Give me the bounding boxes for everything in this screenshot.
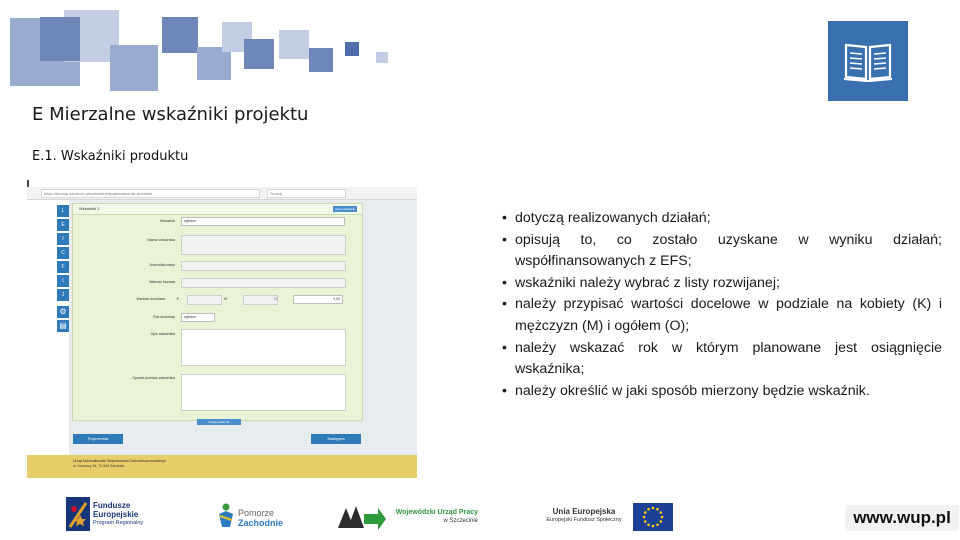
base-value-field[interactable] (181, 278, 346, 288)
panel-title: Wskaźnik 1 (79, 206, 100, 211)
target-k-field[interactable] (187, 295, 222, 305)
field-label: Wskaźnik (160, 219, 175, 223)
field-label: Rok docelowy (153, 315, 175, 319)
decor-square (244, 39, 274, 69)
open-book-icon (842, 39, 894, 83)
method-textarea[interactable] (181, 374, 346, 411)
field-label: Wartość bazowa (149, 280, 175, 284)
field-label: Opis wskaźnika (150, 332, 175, 336)
panel-header (73, 204, 362, 215)
logo-text: Program Regionalny (93, 520, 144, 526)
slide-title: E Mierzalne wskaźniki projektu (32, 104, 309, 125)
pomorze-figure-icon (216, 502, 236, 528)
decor-square (309, 48, 333, 72)
sidebar-item[interactable]: J (57, 289, 69, 301)
fe-star-icon (66, 497, 90, 531)
gear-icon[interactable]: ⚙ (57, 306, 69, 318)
wup-arrow-icon (338, 502, 386, 530)
field-label: Jednostka miary (149, 263, 175, 267)
browser-search[interactable]: Szukaj (267, 189, 346, 198)
footer-line: Urząd Marszałkowski Województwa Zachodniopomorskiego (73, 459, 166, 463)
sidebar-item[interactable]: L (57, 205, 69, 217)
year-select[interactable]: wybierz (181, 313, 215, 322)
decor-square (162, 17, 198, 53)
decor-square (110, 45, 158, 91)
logo-text: w Szczecinie (443, 518, 478, 524)
indicator-form-panel (72, 203, 363, 421)
requirements-list (500, 208, 942, 402)
sidebar-item[interactable]: I (57, 275, 69, 287)
field-label: M (224, 297, 227, 301)
pomorze-zachodnie-logo (216, 502, 284, 532)
fundusze-europejskie-logo (66, 497, 156, 533)
address-bar[interactable]: https://lsi.wup.szczecin.pl/wniosek/edycja/wskazniki-produktu (41, 189, 260, 198)
field-label: O (274, 297, 277, 301)
website-link[interactable]: www.wup.pl (845, 505, 959, 531)
indicator-select[interactable]: wybierz (181, 217, 345, 226)
decor-square (279, 30, 309, 59)
field-label: Wartość docelowa (136, 297, 165, 301)
browser-toolbar (27, 187, 417, 200)
add-indicator-button[interactable]: Dodaj wskaźnik (197, 419, 241, 425)
sidebar-item[interactable]: F (57, 261, 69, 273)
next-button[interactable]: Następna (311, 434, 361, 444)
form-sidebar (27, 200, 69, 455)
logo-text: Pomorze (238, 508, 275, 518)
logo-text: Europejski Fundusz Społeczny (546, 517, 622, 523)
app-footer (27, 455, 417, 478)
field-label: Sposób pomiaru wskaźnika (132, 376, 175, 380)
sidebar-item[interactable]: I (57, 233, 69, 245)
list-item: • dotyczą realizowanych działań; (500, 208, 942, 230)
unia-europejska-logo (540, 502, 674, 532)
list-item: • należy określić w jaki sposób mierzony będzie wskaźnik. (500, 381, 942, 403)
logo-text: Wojewódzki Urząd Pracy (395, 509, 478, 516)
previous-button[interactable]: Poprzednia (73, 434, 123, 444)
sidebar-item[interactable]: E (57, 219, 69, 231)
field-label: K (176, 297, 179, 301)
slide-subtitle: E.1. Wskaźniki produktu (32, 149, 189, 164)
sidebar-item[interactable]: C (57, 247, 69, 259)
list-item: • należy wskazać rok w którym planowane jest osiągnięcie wskaźnika; (500, 338, 942, 381)
list-item: • należy przypisać wartości docelowe w podziale na kobiety (K) i mężczyzn (M) i ogółem (O); (500, 294, 942, 337)
eu-flag-icon (633, 503, 673, 531)
logo-text: Europejskie (93, 510, 139, 519)
description-textarea[interactable] (181, 329, 346, 366)
logo-text: Zachodnie (238, 518, 284, 528)
field-label: Nazwa wskaźnika (147, 238, 175, 242)
footer-line: ul. Korsarzy 34, 70-540 Szczecin (73, 464, 125, 468)
list-item: • opisują to, co zostało uzyskane w wyniku działań; współfinansowanych z EFS; (500, 230, 942, 273)
footer-text (73, 459, 166, 469)
decor-square (345, 42, 359, 56)
remove-indicator-button[interactable]: Usuń wskaźnik (334, 207, 355, 211)
indicator-name-field[interactable] (181, 235, 346, 255)
logo-text: Fundusze (93, 501, 131, 510)
logo-text: Unia Europejska (552, 507, 616, 516)
decor-square (40, 17, 80, 61)
decor-square (376, 52, 388, 63)
wup-szczecin-logo (338, 500, 480, 532)
book-icon-box (828, 21, 908, 101)
list-item: • wskaźniki należy wybrać z listy rozwijanej; (500, 273, 942, 295)
measure-unit-field[interactable] (181, 261, 346, 271)
document-icon[interactable]: ▤ (57, 320, 69, 332)
app-screenshot (27, 187, 417, 478)
target-o-field[interactable]: 0,00 (293, 295, 343, 304)
